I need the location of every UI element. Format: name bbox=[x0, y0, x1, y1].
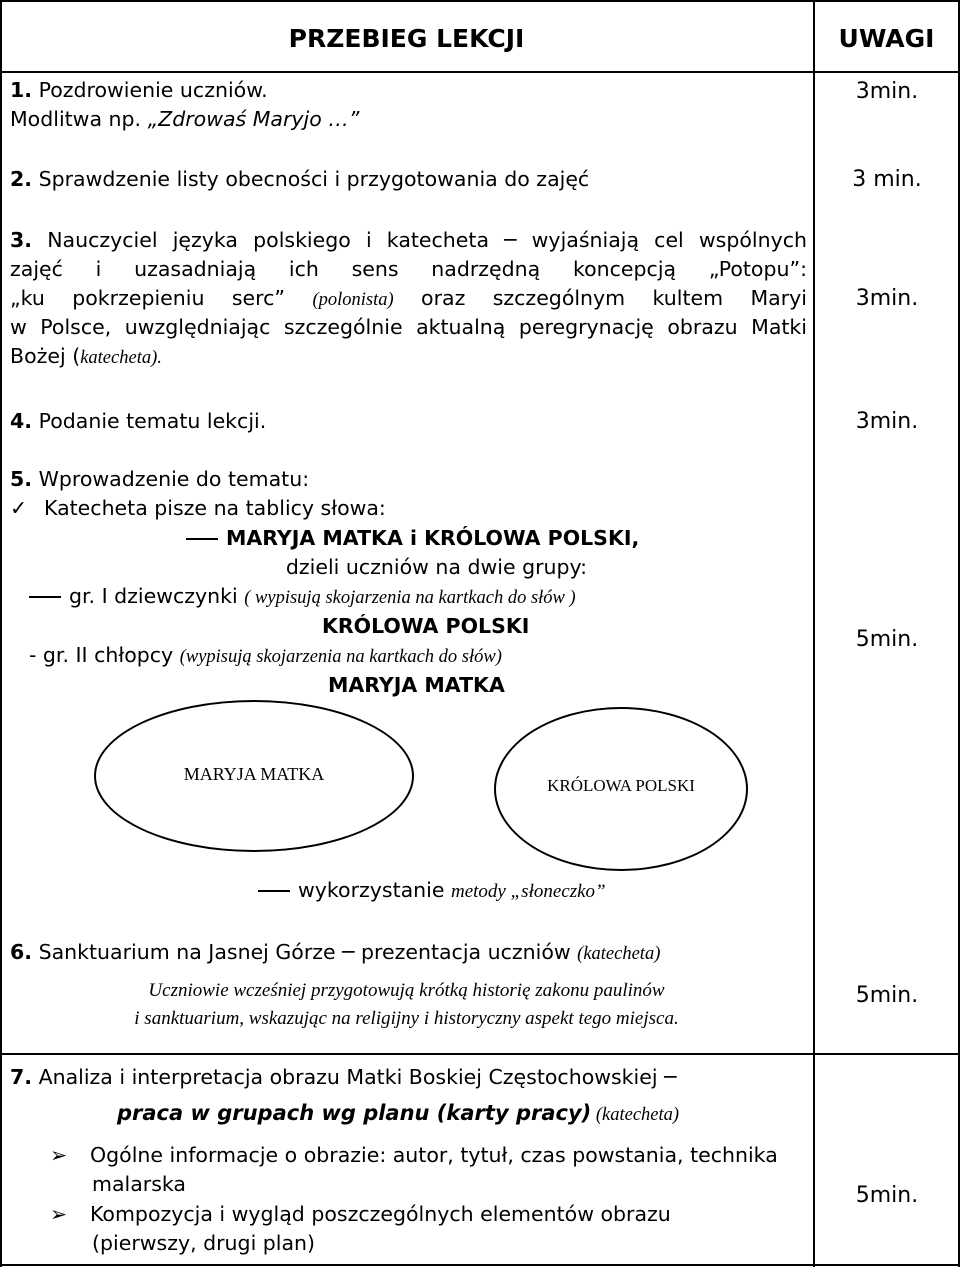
step-4 bbox=[10, 407, 266, 436]
method-name: metody „słoneczko” bbox=[451, 881, 606, 902]
group-work-text: praca w grupach wg planu (karty pracy) bbox=[117, 1101, 592, 1125]
board-words-text: MARYJA MATKA i KRÓLOWA POLSKI, bbox=[226, 526, 640, 550]
arrow-bullet-icon: ➢ bbox=[50, 1143, 68, 1167]
step-7-line bbox=[10, 1063, 676, 1092]
step-text: Sprawdzenie listy obecności i przygotowania do zajęć bbox=[32, 167, 590, 191]
bullet-2-cont: (pierwszy, drugi plan) bbox=[92, 1231, 316, 1255]
bullet-text: Ogólne informacje o obrazie: autor, tytuł, czas powstania, technika bbox=[90, 1143, 778, 1167]
step-text: Pozdrowienie uczniów. bbox=[32, 78, 268, 102]
step-number: 3. bbox=[10, 228, 33, 252]
step-number: 7. bbox=[10, 1065, 33, 1089]
group-1-word: KRÓLOWA POLSKI bbox=[322, 614, 530, 638]
row-divider-2 bbox=[0, 1053, 960, 1055]
step-text: Modlitwa np. bbox=[10, 107, 148, 131]
step-1-line-2 bbox=[10, 105, 359, 134]
bullet-2 bbox=[50, 1200, 671, 1229]
step-6-note-2: i sanktuarium, wskazując na religijny i historyczny aspekt tego miejsca. bbox=[134, 1008, 679, 1029]
step-text: „ku pokrzepieniu serc” bbox=[10, 286, 313, 310]
step-number: 6. bbox=[10, 940, 33, 964]
group-2-word: MARYJA MATKA bbox=[328, 673, 505, 697]
method-line bbox=[258, 876, 606, 906]
step-number: 5. bbox=[10, 467, 33, 491]
check-icon: ✓ bbox=[10, 496, 28, 520]
header-divider bbox=[0, 71, 960, 73]
dash-icon bbox=[258, 890, 290, 892]
step-1-time: 3min. bbox=[855, 79, 919, 104]
group-task: (wypisują skojarzenia na kartkach do słów) bbox=[179, 647, 502, 667]
step-1-line-1 bbox=[10, 76, 268, 105]
bullet-1-cont: malarska bbox=[92, 1172, 186, 1196]
step-6-time: 5min. bbox=[855, 983, 919, 1008]
step-text: oraz szczególnym kultem Maryi bbox=[393, 286, 808, 310]
step-6-note-1: Uczniowie wcześniej przygotowują krótką historię zakonu paulinów bbox=[148, 980, 665, 1001]
board-words bbox=[186, 524, 639, 553]
step-number: 1. bbox=[10, 78, 33, 102]
ellipse-maryja-matka bbox=[94, 700, 414, 852]
step-3-line-1 bbox=[10, 226, 807, 255]
group-task: ( wypisują skojarzenia na kartkach do słów ) bbox=[244, 588, 576, 608]
step-number: 2. bbox=[10, 167, 33, 191]
bullet-text: Kompozycja i wygląd poszczególnych elementów obrazu bbox=[90, 1202, 671, 1226]
step-5-check-line bbox=[10, 494, 386, 523]
dash-icon bbox=[29, 596, 61, 598]
bullet-1 bbox=[50, 1141, 778, 1170]
step-3-time: 3min. bbox=[855, 286, 919, 311]
step-3-line-3 bbox=[10, 284, 807, 315]
step-5-time: 5min. bbox=[855, 627, 919, 652]
step-7-time: 5min. bbox=[855, 1183, 919, 1208]
step-number: 4. bbox=[10, 409, 33, 433]
step-text: Analiza i interpretacja obrazu Matki Boskiej Częstochowskiej ─ bbox=[32, 1065, 677, 1089]
step-5-intro bbox=[10, 465, 309, 494]
group-2-line bbox=[29, 641, 502, 672]
role-note: (katecheta) bbox=[591, 1105, 680, 1125]
table-column-divider bbox=[813, 0, 815, 1267]
page-title: PRZEBIEG LEKCJI bbox=[288, 24, 525, 53]
groups-line: dzieli uczniów na dwie grupy: bbox=[285, 555, 588, 579]
group-label: gr. I dziewczynki bbox=[69, 584, 245, 608]
role-note: katecheta). bbox=[80, 348, 162, 368]
ellipse-label: KRÓLOWA POLSKI bbox=[547, 776, 695, 795]
group-1-line bbox=[29, 582, 576, 613]
table-border-top bbox=[0, 0, 960, 2]
step-3-line-5 bbox=[10, 342, 162, 373]
group-label: - gr. II chłopcy bbox=[29, 643, 180, 667]
step-3-line-2: zajęć i uzasadniają ich sens nadrzędną koncepcją „Potopu”: bbox=[10, 257, 807, 281]
step-2-time: 3 min. bbox=[852, 167, 922, 192]
arrow-bullet-icon: ➢ bbox=[50, 1202, 68, 1226]
ellipse-label: MARYJA MATKA bbox=[183, 764, 325, 784]
prayer-name: „Zdrowaś Maryjo …” bbox=[147, 107, 360, 131]
table-border-bottom bbox=[0, 1264, 960, 1266]
step-4-time: 3min. bbox=[855, 409, 919, 434]
step-2 bbox=[10, 165, 589, 194]
method-text: wykorzystanie bbox=[298, 878, 451, 902]
step-text: Wprowadzenie do tematu: bbox=[32, 467, 310, 491]
notes-header: UWAGI bbox=[838, 24, 935, 53]
step-7-subline bbox=[117, 1099, 679, 1130]
step-3-line-4: w Polsce, uwzględniając szczególnie aktualną peregrynację obrazu Matki bbox=[10, 315, 807, 339]
step-text: Podanie tematu lekcji. bbox=[32, 409, 267, 433]
step-text: Bożej ( bbox=[10, 344, 81, 368]
dash-icon bbox=[186, 538, 218, 540]
table-border-left bbox=[0, 0, 2, 1267]
role-note: (katecheta) bbox=[577, 944, 661, 964]
ellipse-krolowa-polski bbox=[494, 707, 748, 871]
role-note: (polonista) bbox=[312, 290, 394, 310]
step-text: Sanktuarium na Jasnej Górze ─ prezentacja uczniów bbox=[32, 940, 578, 964]
step-6-line bbox=[10, 938, 660, 969]
step-text: Katecheta pisze na tablicy słowa: bbox=[44, 496, 386, 520]
step-text: Nauczyciel języka polskiego i katecheta ─ wyjaśniają cel wspólnych bbox=[32, 228, 807, 252]
